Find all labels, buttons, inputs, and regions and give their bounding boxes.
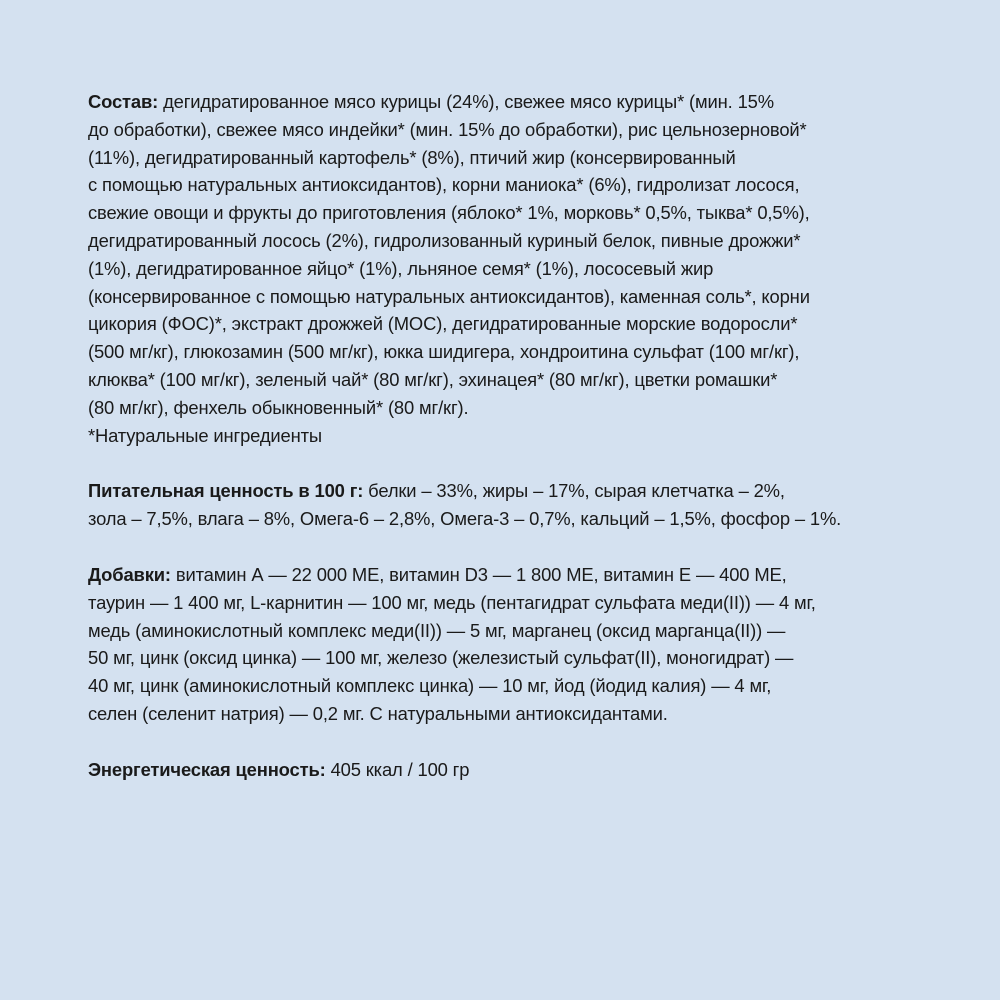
composition-line: (11%), дегидратированный картофель* (8%), птичий жир (консервированный [88,146,736,168]
additives-line [88,561,968,589]
additives-line: 50 мг, цинк (оксид цинка) — 100 мг, железо (железистый сульфат(II), моногидрат) — [88,647,794,669]
additives-label: Добавки: [88,563,171,585]
nutrition-label: Питательная ценность в 100 г: [88,480,364,502]
additives-text: витамин А — 22 000 МЕ, витамин D3 — 1 800 МЕ, витамин Е — 400 МЕ, [175,563,787,585]
section-spacer [88,533,968,561]
composition-line: цикория (ФОС)*, экстракт дрожжей (МОС), дегидратированные морские водоросли* [88,313,798,335]
additives-line: селен (селенит натрия) — 0,2 мг. С натуральными антиоксидантами. [88,702,668,724]
composition-text: дегидратированное мясо курицы (24%), свежее мясо курицы* (мин. 15% [163,91,774,112]
composition-line [88,88,968,116]
additives-line: 40 мг, цинк (аминокислотный комплекс цинка) — 10 мг, йод (йодид калия) — 4 мг, [88,675,772,697]
additives-line: медь (аминокислотный комплекс меди(II)) — 5 мг, марганец (оксид марганца(II)) — [88,619,786,641]
composition-line: (80 мг/кг), фенхель обыкновенный* (80 мг/кг). [88,396,469,418]
energy-value: 405 ккал / 100 гр [330,758,470,780]
composition-line: (1%), дегидратированное яйцо* (1%), льняное семя* (1%), лососевый жир [88,257,714,279]
product-info-document [88,88,968,784]
composition-line: свежие овощи и фрукты до приготовления (яблоко* 1%, морковь* 0,5%, тыква* 0,5%), [88,202,810,224]
composition-line: дегидратированный лосось (2%), гидролизованный куриный белок, пивные дрожжи* [88,229,801,251]
composition-line: с помощью натуральных антиоксидантов), корни маниока* (6%), гидролизат лосося, [88,174,800,196]
energy-line [88,756,968,784]
composition-line: (консервированное с помощью натуральных антиоксидантов), каменная соль*, корни [88,285,810,307]
energy-label: Энергетическая ценность: [88,758,326,780]
additives-section [88,561,968,728]
additives-line: таурин — 1 400 мг, L-карнитин — 100 мг, медь (пентагидрат сульфата меди(II)) — 4 мг, [88,591,816,613]
nutrition-line: зола – 7,5%, влага – 8%, Омега-6 – 2,8%, Омега-3 – 0,7%, кальций – 1,5%, фосфор – 1%. [88,508,842,530]
composition-line: до обработки), свежее мясо индейки* (мин. 15% до обработки), рис цельнозерновой* [88,118,807,140]
composition-section [88,88,968,449]
composition-line: клюква* (100 мг/кг), зеленый чай* (80 мг/кг), эхинацея* (80 мг/кг), цветки ромашки* [88,368,778,390]
section-spacer [88,728,968,756]
nutrition-text: белки – 33%, жиры – 17%, сырая клетчатка – 2%, [368,480,785,502]
composition-line: (500 мг/кг), глюкозамин (500 мг/кг), юкка шидигера, хондроитина сульфат (100 мг/кг), [88,341,800,363]
nutrition-section [88,477,968,533]
energy-section [88,756,968,784]
nutrition-line [88,477,968,505]
composition-footnote: *Натуральные ингредиенты [88,424,322,446]
section-spacer [88,449,968,477]
composition-label: Состав: [88,91,159,112]
